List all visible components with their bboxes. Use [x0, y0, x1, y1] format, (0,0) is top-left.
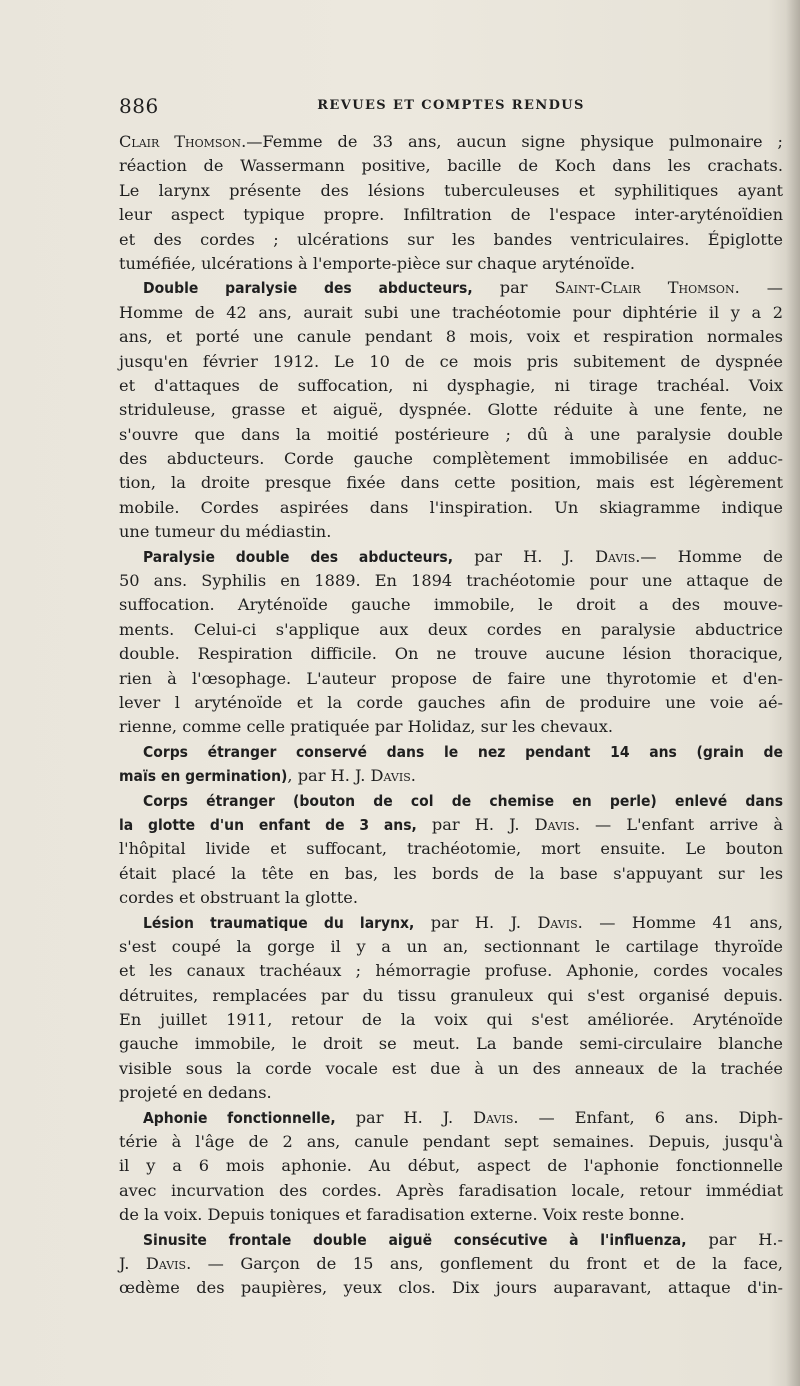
- text-segment: par H. J.: [414, 912, 538, 932]
- text-segment: .— Homme de: [635, 546, 783, 566]
- section-heading: la glotte d'un enfant de 3 ans,: [119, 815, 417, 834]
- text-line: [119, 1106, 783, 1130]
- text-line: [119, 618, 783, 642]
- text-line: [119, 984, 783, 1008]
- text-segment: de la voix. Depuis toniques et faradisation externe. Voix reste bonne.: [119, 1205, 685, 1225]
- text-segment: . — Homme 41 ans,: [577, 912, 783, 932]
- text-segment: double. Respiration difficile. On ne trouve aucune lésion thoracique,: [119, 644, 783, 664]
- text-line: [119, 496, 783, 520]
- text-segment: térie à l'âge de 2 ans, canule pendant sept semaines. Depuis, jusqu'à: [119, 1132, 783, 1152]
- text-line: [119, 642, 783, 666]
- text-segment: œdème des paupières, yeux clos. Dix jours auparavant, attaque d'in-: [119, 1278, 783, 1298]
- text-segment: et d'attaques de suffocation, ni dysphagie, ni tirage trachéal. Voix: [119, 375, 783, 395]
- author-name: Clair Thomson: [119, 132, 242, 151]
- text-segment: J.: [119, 1253, 146, 1273]
- text-line: [119, 1228, 783, 1252]
- text-segment: . — L'enfant arrive à: [574, 814, 784, 834]
- section-heading: Corps étranger conservé dans le nez pendant 14 ans (grain de: [143, 742, 783, 761]
- author-name: Davis: [595, 546, 636, 566]
- text-line: [119, 1008, 783, 1032]
- text-segment: avec incurvation des cordes. Après faradisation locale, retour immédiat: [119, 1180, 783, 1200]
- text-line: [119, 179, 783, 203]
- text-line: [119, 837, 783, 861]
- text-segment: leur aspect typique propre. Infiltration de l'espace inter-aryténoïdien: [119, 205, 783, 225]
- text-segment: ments. Celui-ci s'applique aux deux cordes en paralysie abductrice: [119, 619, 783, 639]
- text-segment: une tumeur du médiastin.: [119, 522, 332, 542]
- text-line: [119, 520, 783, 544]
- text-line: [119, 1081, 783, 1105]
- text-line: [119, 276, 783, 300]
- page-edge-shadow: [786, 0, 800, 1386]
- author-name: Davis: [370, 766, 411, 786]
- text-line: [119, 447, 783, 471]
- text-line: [119, 1130, 783, 1154]
- text-segment: , par H. J.: [287, 766, 371, 786]
- text-line: [119, 1032, 783, 1056]
- text-segment: tuméfiée, ulcérations à l'emporte-pièce sur chaque aryténoïde.: [119, 253, 636, 273]
- text-segment: s'est coupé la gorge il y a un an, sectionnant le cartilage thyroïde: [119, 936, 783, 956]
- section-heading: Corps étranger (bouton de col de chemise en perle) enlevé dans: [143, 791, 783, 810]
- text-line: [119, 935, 783, 959]
- text-line: [119, 154, 783, 178]
- text-segment: rienne, comme celle pratiquée par Holidaz, sur les chevaux.: [119, 717, 614, 737]
- text-segment: rien à l'œsophage. L'auteur propose de faire une thyrotomie et d'en-: [119, 668, 783, 688]
- text-segment: par: [472, 278, 555, 298]
- text-line: [119, 350, 783, 374]
- author-name: Davis: [145, 1253, 187, 1273]
- text-segment: était placé la tête en bas, les bords de la base s'appuyant sur les: [119, 863, 783, 883]
- text-segment: par H.-: [686, 1229, 783, 1249]
- text-segment: lever l aryténoïde et la corde gauches afin de produire une voie aé-: [119, 692, 783, 712]
- text-segment: . — Garçon de 15 ans, gonflement du front et de la face,: [186, 1253, 783, 1273]
- text-segment: . — Enfant, 6 ans. Diph-: [513, 1107, 783, 1127]
- text-segment: par H. J.: [335, 1107, 474, 1127]
- text-segment: Le larynx présente des lésions tuberculeuses et syphilitiques ayant: [119, 180, 783, 200]
- text-line: [119, 886, 783, 910]
- text-segment: il y a 6 mois aphonie. Au début, aspect de l'aphonie fonctionnelle: [119, 1156, 783, 1176]
- text-line: [119, 789, 783, 813]
- text-line: [119, 667, 783, 691]
- text-segment: En juillet 1911, retour de la voix qui s'est améliorée. Aryténoïde: [119, 1010, 783, 1030]
- text-segment: .—Femme de 33 ans, aucun signe physique pulmonaire ;: [241, 132, 783, 151]
- running-head: REVUES ET COMPTES RENDUS: [317, 98, 585, 113]
- text-segment: . —: [734, 278, 783, 298]
- body-text: [119, 130, 783, 1301]
- text-line: [119, 1276, 783, 1300]
- text-line: [119, 301, 783, 325]
- text-segment: tion, la droite presque fixée dans cette position, mais est légèrement: [119, 473, 783, 493]
- text-line: [119, 1154, 783, 1178]
- text-line: [119, 471, 783, 495]
- text-line: [119, 959, 783, 983]
- text-segment: Homme de 42 ans, aurait subi une trachéotomie pour diphtérie il y a 2: [119, 302, 783, 322]
- author-name: Davis: [473, 1107, 514, 1127]
- text-line: [119, 911, 783, 935]
- text-line: [119, 1179, 783, 1203]
- text-segment: jusqu'en février 1912. Le 10 de ce mois pris subitement de dyspnée: [119, 351, 783, 371]
- author-name: Davis: [534, 814, 575, 834]
- text-line: [119, 1203, 783, 1227]
- text-segment: s'ouvre que dans la moitié postérieure ; dû à une paralysie double: [119, 424, 783, 444]
- text-segment: projeté en dedans.: [119, 1083, 272, 1103]
- section-heading: Sinusite frontale double aiguë consécutive à l'influenza,: [143, 1230, 687, 1249]
- page-number: 886: [119, 94, 159, 118]
- text-segment: et des cordes ; ulcérations sur les bandes ventriculaires. Épiglotte: [119, 229, 783, 249]
- text-line: [119, 715, 783, 739]
- text-segment: et les canaux trachéaux ; hémorragie profuse. Aphonie, cordes vocales: [119, 961, 783, 981]
- text-line: [119, 203, 783, 227]
- page-header: [119, 94, 783, 122]
- section-heading: Paralysie double des abducteurs,: [143, 547, 454, 566]
- text-segment: gauche immobile, le droit se meut. La bande semi-circulaire blanche: [119, 1034, 783, 1054]
- text-segment: cordes et obstruant la glotte.: [119, 888, 358, 908]
- text-line: [119, 813, 783, 837]
- text-segment: ans, et porté une canule pendant 8 mois, voix et respiration normales: [119, 327, 783, 347]
- text-line: [119, 862, 783, 886]
- text-segment: 50 ans. Syphilis en 1889. En 1894 trachéotomie pour une attaque de: [119, 571, 783, 591]
- section-heading: Aphonie fonctionnelle,: [143, 1108, 336, 1127]
- text-line: [119, 569, 783, 593]
- text-segment: par H. J.: [416, 814, 535, 834]
- text-segment: .: [410, 766, 416, 786]
- text-line: [119, 398, 783, 422]
- text-line: [119, 130, 783, 154]
- section-heading: Lésion traumatique du larynx,: [143, 913, 415, 932]
- text-line: [119, 740, 783, 764]
- text-segment: striduleuse, grasse et aiguë, dyspnée. Glotte réduite à une fente, ne: [119, 400, 783, 420]
- text-line: [119, 423, 783, 447]
- text-line: [119, 228, 783, 252]
- text-segment: suffocation. Aryténoïde gauche immobile, le droit a des mouve-: [119, 595, 783, 615]
- text-line: [119, 252, 783, 276]
- text-line: [119, 1057, 783, 1081]
- text-line: [119, 691, 783, 715]
- text-line: [119, 325, 783, 349]
- text-segment: visible sous la corde vocale est due à un des anneaux de la trachée: [119, 1058, 783, 1078]
- text-segment: détruites, remplacées par du tissu granuleux qui s'est organisé depuis.: [119, 985, 783, 1005]
- text-segment: des abducteurs. Corde gauche complètement immobilisée en adduc-: [119, 449, 783, 469]
- author-name: Davis: [537, 912, 578, 932]
- text-line: [119, 593, 783, 617]
- text-segment: mobile. Cordes aspirées dans l'inspiration. Un skiagramme indique: [119, 497, 783, 517]
- text-line: [119, 545, 783, 569]
- text-line: [119, 374, 783, 398]
- text-line: [119, 1252, 783, 1276]
- text-segment: par H. J.: [453, 546, 596, 566]
- section-heading: Double paralysie des abducteurs,: [143, 279, 473, 298]
- text-segment: l'hôpital livide et suffocant, trachéotomie, mort ensuite. Le bouton: [119, 839, 783, 859]
- text-line: [119, 764, 783, 788]
- section-heading: maïs en germination): [119, 767, 288, 786]
- text-segment: réaction de Wassermann positive, bacille de Koch dans les crachats.: [119, 156, 783, 176]
- author-name: Saint-Clair Thomson: [554, 278, 735, 298]
